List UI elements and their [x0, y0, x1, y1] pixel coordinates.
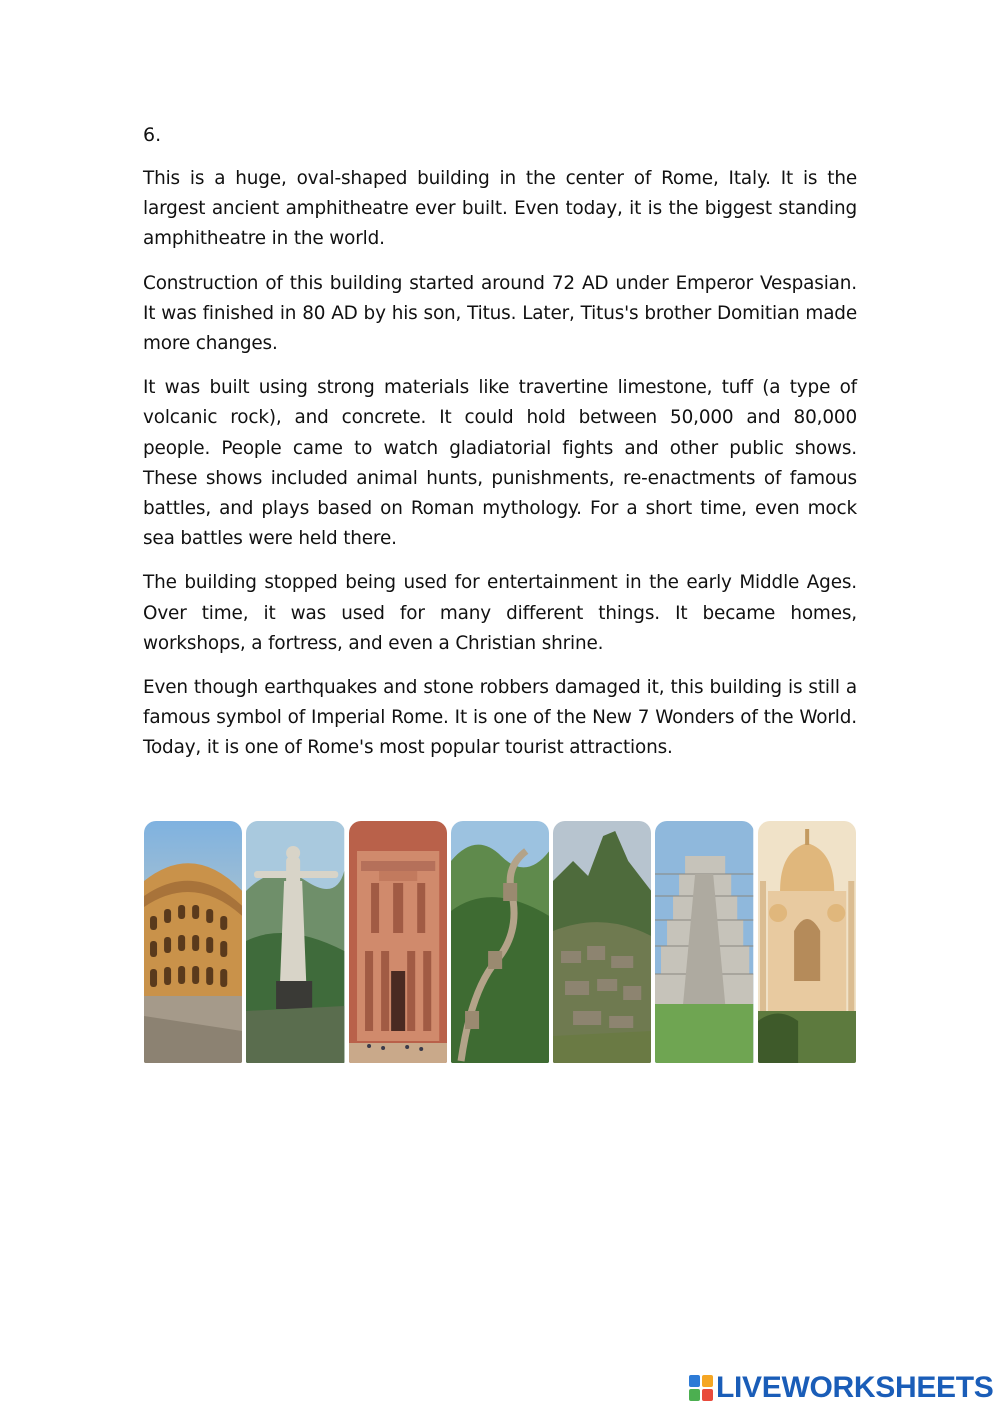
liveworksheets-brand: [689, 1373, 994, 1403]
petra-image: [349, 821, 447, 1063]
seven-wonders-gallery: [144, 821, 856, 1063]
paragraph-2: Construction of this building started around 72 AD under Emperor Vespasian. It was finished in 80 AD by his son, Titus. Later, Titus's brother Domitian made more changes.: [143, 272, 857, 355]
christ-the-redeemer-image: [246, 821, 344, 1063]
colosseum-image: [144, 821, 242, 1063]
paragraph-3: It was built using strong materials like travertine limestone, tuff (a type of volcanic rock), and concrete. It could hold between 50,000 and 80,000 people. People came to watch gladiatorial fights and other public shows. These shows included animal hunts, punishments, re-enactments of famous battles, and plays based on Roman mythology. For a short time, even mock sea battles were held there.: [143, 377, 857, 550]
paragraph-1: This is a huge, oval-shaped building in the center of Rome, Italy. It is the largest ancient amphitheatre ever built. Even today, it is the biggest standing amphitheatre in the world.: [143, 168, 857, 250]
paragraph-4: The building stopped being used for entertainment in the early Middle Ages. Over time, it was used for many different things. It became homes, workshops, a fortress, and even a Christian shrine.: [143, 572, 857, 654]
great-wall-image: [451, 821, 549, 1063]
paragraph-5: Even though earthquakes and stone robbers damaged it, this building is still a famous symbol of Imperial Rome. It is one of the New 7 Wonders of the World. Today, it is one of Rome's most popular tourist attractions.: [143, 677, 857, 759]
taj-mahal-image: [758, 821, 856, 1063]
brand-name: LIVEWORKSHEETS: [716, 1371, 994, 1404]
liveworksheets-logo-icon: [689, 1375, 713, 1401]
question-number: 6.: [143, 124, 162, 146]
machu-picchu-image: [553, 821, 651, 1063]
chichen-itza-image: [655, 821, 753, 1063]
reading-passage: [143, 164, 857, 778]
